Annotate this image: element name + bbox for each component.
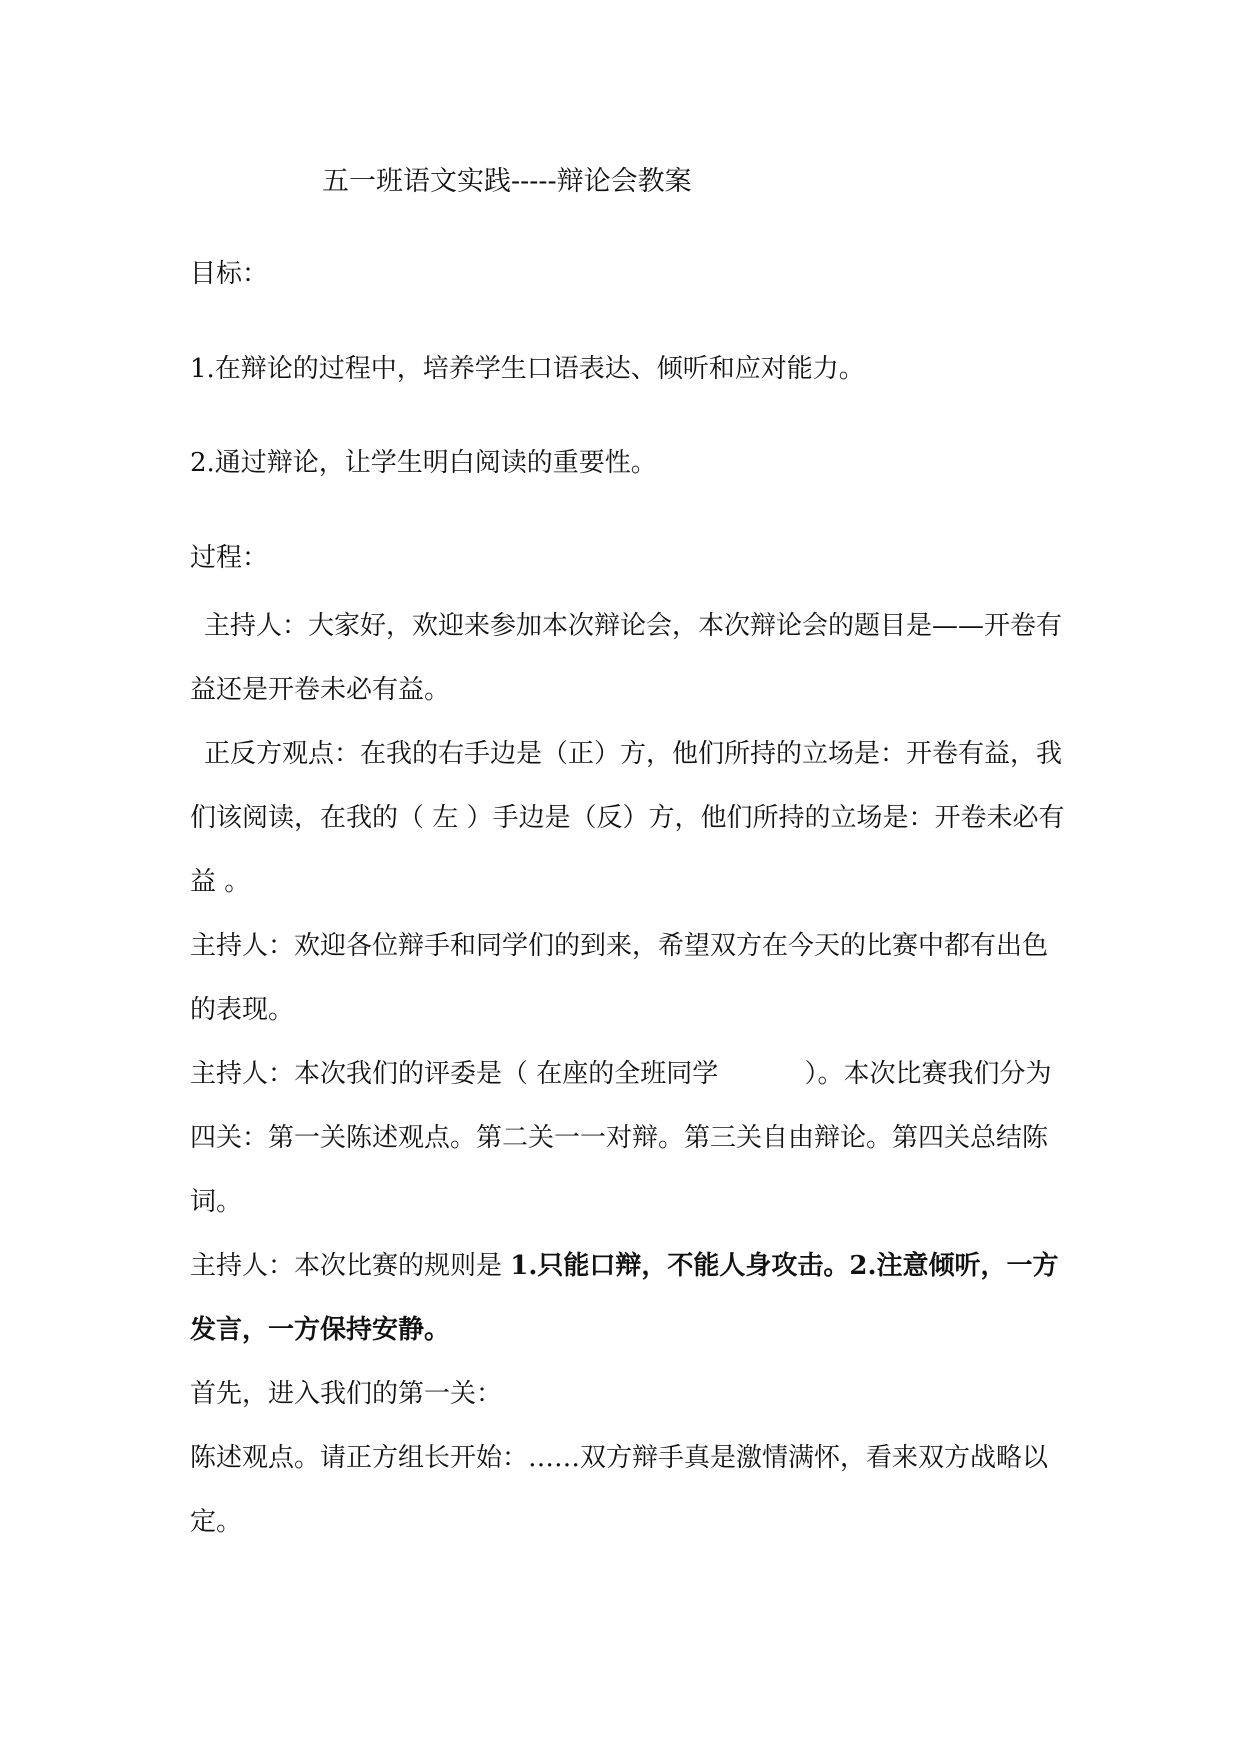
- paragraph-positions: 正反方观点：在我的右手边是（正）方，他们所持的立场是：开卷有益，我们该阅读，在我的（ 左 ）手边是（反）方，他们所持的立场是：开卷未必有益 。: [190, 739, 1065, 897]
- judges-text: 主持人：本次我们的评委是（ 在座的全班同学 ）。本次比赛我们分为四关：第一关陈述观点。第二关一一对辩。第三关自由辩论。第四关总结陈词。: [190, 1059, 1052, 1217]
- paragraph-host-rules: [190, 1234, 1070, 1362]
- paragraph-host-judges: [190, 1042, 1070, 1234]
- rules-prefix: 主持人：本次比赛的规则是: [190, 1251, 511, 1281]
- document-title: 五一班语文实践-----辩论会教案: [322, 166, 692, 197]
- paragraph-opening-statements: 陈述观点。请正方组长开始：……双方辩手真是激情满怀，看来双方战略以定。: [190, 1443, 1049, 1537]
- paragraph-host-opening: 主持人：大家好，欢迎来参加本次辩论会，本次辩论会的题目是——开卷有益还是开卷未必有益。: [190, 611, 1063, 705]
- goal-item-2: 2.通过辩论，让学生明白阅读的重要性。: [190, 448, 657, 478]
- paragraph-host-welcome: 主持人：欢迎各位辩手和同学们的到来，希望双方在今天的比赛中都有出色的表现。: [190, 931, 1049, 1025]
- paragraph-first-round: 首先，进入我们的第一关：: [190, 1379, 503, 1409]
- goal-item-1: 1.在辩论的过程中，培养学生口语表达、倾听和应对能力。: [190, 354, 865, 384]
- process-heading: 过程：: [190, 543, 269, 573]
- rules-text: 1.只能口辩，不能人身攻击。2.注意倾听，一方发言，一方保持安静。: [190, 1251, 1059, 1345]
- goals-heading: 目标：: [190, 259, 269, 289]
